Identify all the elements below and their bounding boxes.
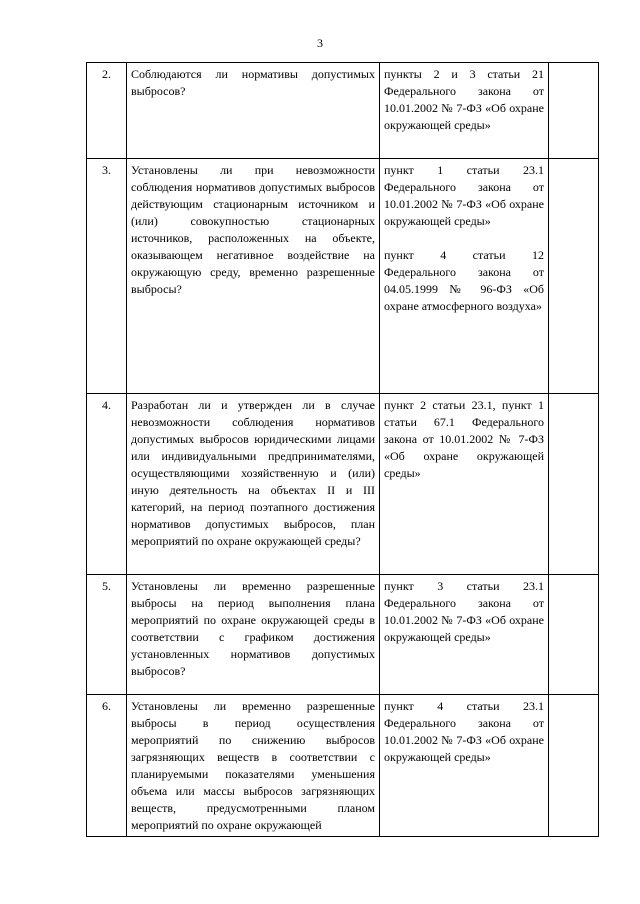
legal-reference-text: пункт 2 статьи 23.1, пункт 1 статьи 67.1 Федерального закона от 10.01.2002 № 7-ФЗ «Об охране окружающей среды»: [384, 398, 544, 480]
legal-reference-text: пункт 1 статьи 23.1 Федерального закона от 10.01.2002 № 7-ФЗ «Об охране окружающей среды»: [384, 163, 544, 228]
row-number: 5.: [87, 575, 127, 695]
answer-cell: [549, 394, 599, 575]
table-row: [87, 159, 599, 394]
row-number: 2.: [87, 63, 127, 159]
question-text: Установлены ли временно разрешенные выбросы в период осуществления мероприятий по снижению выбросов загрязняющих веществ в соответствии с планируемыми показателями уменьшения объема или массы выбросов загрязняющих веществ, предусмотренными планом мероприятий по охране окружающей: [127, 695, 380, 837]
answer-cell: [549, 63, 599, 159]
table-row: [87, 63, 599, 159]
question-text: Установлены ли временно разрешенные выбросы на период выполнения плана мероприятий по охране окружающей среды в соответствии с графиком достижения установленных нормативов допустимых выбросов?: [127, 575, 380, 695]
row-number: 6.: [87, 695, 127, 837]
page-number: 3: [317, 36, 323, 50]
legal-reference-text: пункт 4 статьи 12 Федерального закона от 04.05.1999 № 96-ФЗ «Об охране атмосферного воздуха»: [384, 248, 544, 313]
row-number: 4.: [87, 394, 127, 575]
question-text: Установлены ли при невозможности соблюдения нормативов допустимых выбросов действующим стационарным источником и (или) совокупностью стационарных источников, расположенных на объекте, оказывающем негативное воздействие на окружающую среду, временно разрешенные выбросы?: [127, 159, 380, 394]
legal-reference: [380, 159, 549, 394]
table-row: [87, 695, 599, 837]
legal-reference: [380, 394, 549, 575]
answer-cell: [549, 159, 599, 394]
table-row: [87, 575, 599, 695]
checklist-table: [86, 62, 599, 837]
legal-reference-text: пункт 4 статьи 23.1 Федерального закона от 10.01.2002 № 7-ФЗ «Об охране окружающей среды»: [384, 699, 544, 764]
answer-cell: [549, 695, 599, 837]
legal-reference: [380, 695, 549, 837]
question-text: Разработан ли и утвержден ли в случае невозможности соблюдения нормативов допустимых выбросов юридическими лицами или индивидуальными предпринимателями, осуществляющими хозяйственную и (или) иную деятельность на объектах II и III категорий, на период поэтапного достижения нормативов допустимых выбросов, план мероприятий по охране окружающей среды?: [127, 394, 380, 575]
question-text: Соблюдаются ли нормативы допустимых выбросов?: [127, 63, 380, 159]
legal-reference: [380, 575, 549, 695]
legal-reference-text: пункты 2 и 3 статьи 21 Федерального закона от 10.01.2002 № 7-ФЗ «Об охране окружающей среды»: [384, 67, 544, 132]
table-row: [87, 394, 599, 575]
answer-cell: [549, 575, 599, 695]
legal-reference: [380, 63, 549, 159]
row-number: 3.: [87, 159, 127, 394]
legal-reference-text: пункт 3 статьи 23.1 Федерального закона от 10.01.2002 № 7-ФЗ «Об охране окружающей среды»: [384, 579, 544, 644]
